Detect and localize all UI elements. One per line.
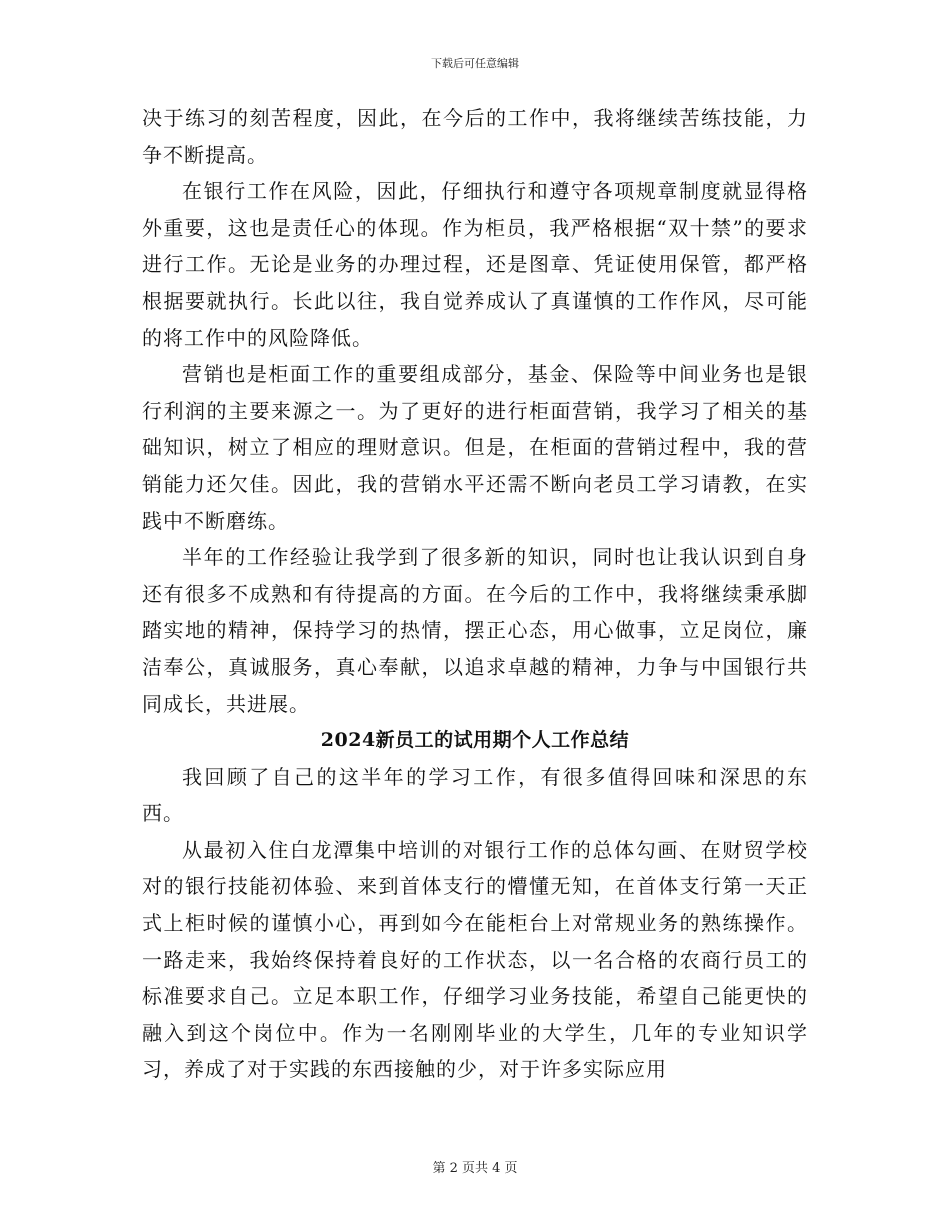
paragraph: 半年的工作经验让我学到了很多新的知识，同时也让我认识到自身还有很多不成熟和有待提高的方面。在今后的工作中，我将继续秉承脚踏实地的精神，保持学习的热情，摆正心态，用心做事，立足岗位，廉洁奉公，真诚服务，真心奉献，以追求卓越的精神，力争与中国银行共同成长，共进展。 <box>142 545 808 716</box>
paragraph: 营销也是柜面工作的重要组成部分，基金、保险等中间业务也是银行利润的主要来源之一。为了更好的进行柜面营销，我学习了相关的基础知识，树立了相应的理财意识。但是，在柜面的营销过程中，我的营销能力还欠佳。因此，我的营销水平还需不断向老员工学习请教，在实践中不断磨练。 <box>142 362 808 533</box>
paragraph: 决于练习的刻苦程度，因此，在今后的工作中，我将继续苦练技能，力争不断提高。 <box>142 106 808 167</box>
document-body <box>142 100 808 1088</box>
page-header: 下载后可任意编辑 <box>431 57 519 70</box>
page-number-footer: 第 2 页共 4 页 <box>432 1161 518 1176</box>
paragraph: 在银行工作在风险，因此，仔细执行和遵守各项规章制度就显得格外重要，这也是责任心的体现。作为柜员，我严格根据“双十禁”的要求进行工作。无论是业务的办理过程，还是图章、凭证使用保管，都严格根据要就执行。长此以往，我自觉养成认了真谨慎的工作作风，尽可能的将工作中的风险降低。 <box>142 179 808 350</box>
paragraph: 从最初入住白龙潭集中培训的对银行工作的总体勾画、在财贸学校对的银行技能初体验、来到首体支行的懵懂无知，在首体支行第一天正式上柜时候的谨慎小心，再到如今在能柜台上对常规业务的熟练操作。一路走来，我始终保持着良好的工作状态，以一名合格的农商行员工的标准要求自己。立足本职工作，仔细学习业务技能，希望自己能更快的融入到这个岗位中。作为一名刚刚毕业的大学生，几年的专业知识学习，养成了对于实践的东西接触的少，对于许多实际应用 <box>142 837 808 1082</box>
section-title: 2024新员工的试用期个人工作总结 <box>320 729 630 752</box>
paragraph: 我回顾了自己的这半年的学习工作，有很多值得回味和深思的东西。 <box>142 764 808 826</box>
